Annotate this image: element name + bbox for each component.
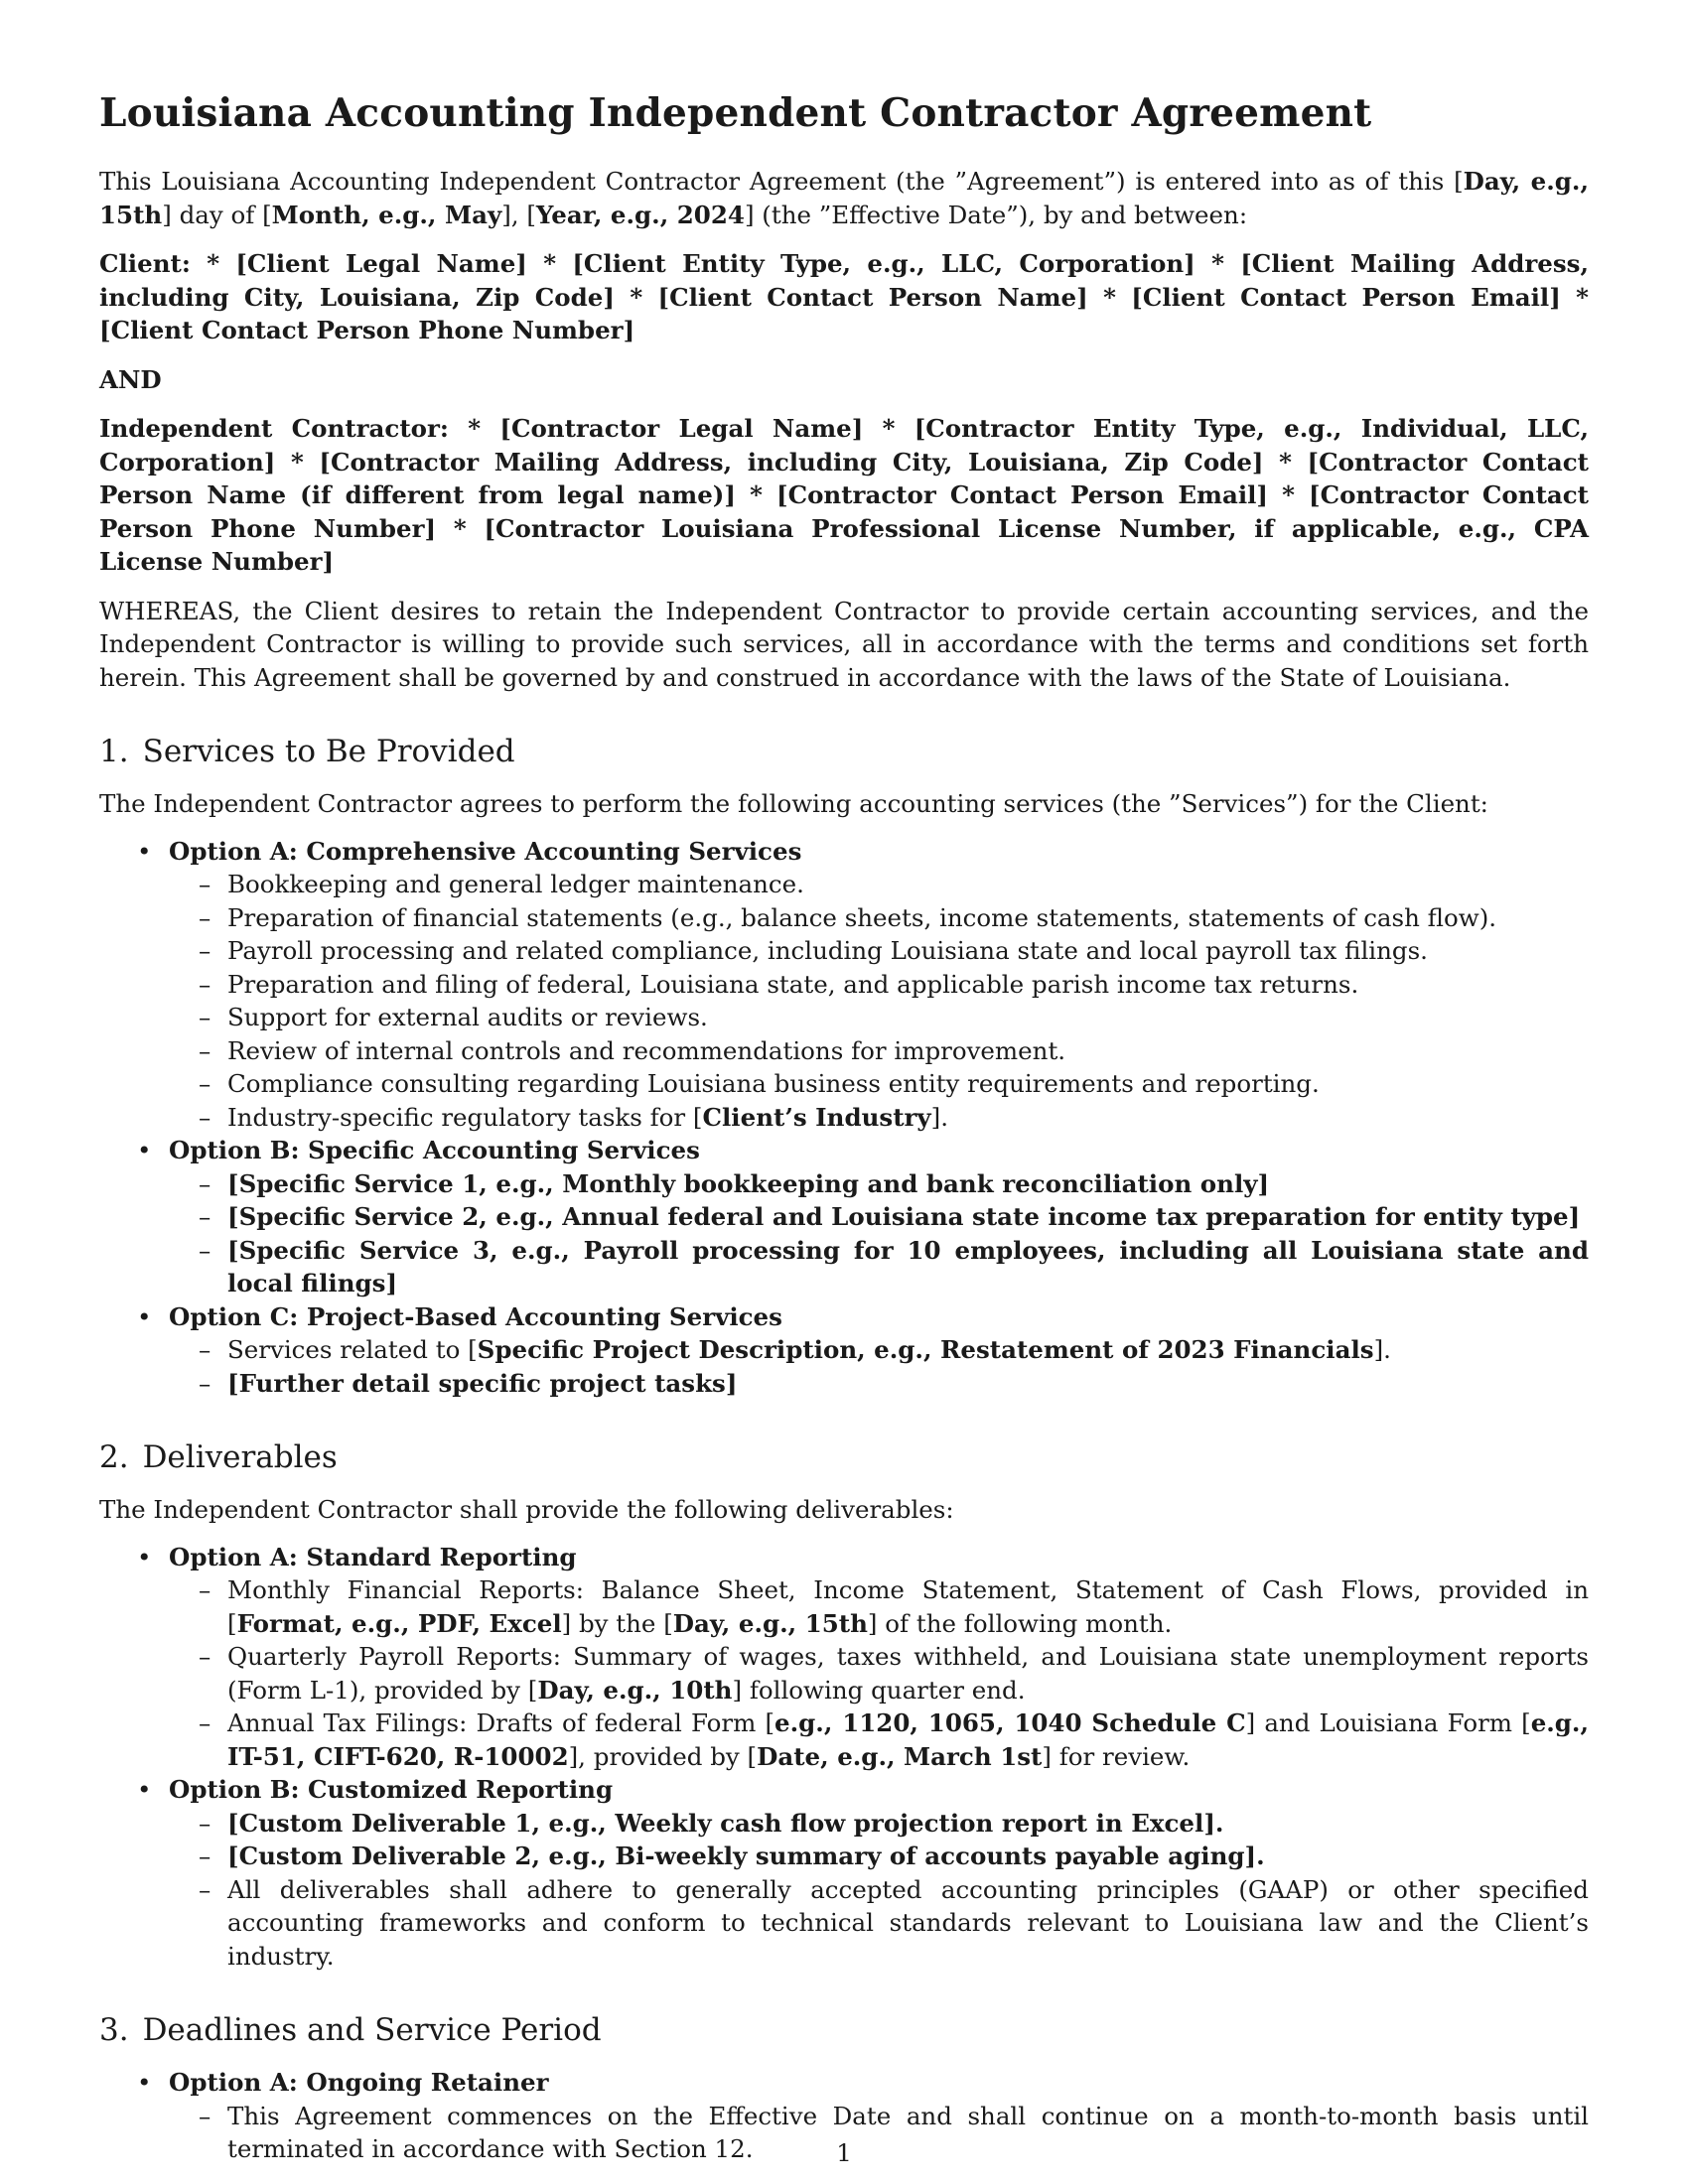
- month-placeholder: Month, e.g., May: [271, 200, 502, 229]
- list-item: – Support for external audits or reviews.: [169, 1001, 1589, 1034]
- section-heading-deliverables: 2. Deliverables: [99, 1439, 338, 1475]
- and-label: AND: [99, 364, 162, 394]
- list-item: – Services related to [Specific Project Description, e.g., Restatement of 2023 Financials].: [169, 1333, 1589, 1367]
- intro-paragraph: This Louisiana Accounting Independent Contractor Agreement (the ”Agreement”) is entered into as of this [Day, e.g., 15th] day of [Month, e.g., May], [Year, e.g., 2024] (the ”Effective Date”), by and between:: [99, 167, 1589, 229]
- list-item: – [Further detail specific project tasks]: [169, 1367, 1589, 1401]
- list-item: – Monthly Financial Reports: Balance Sheet, Income Statement, Statement of Cash Flows, provided in [Format, e.g., PDF, Excel] by the [Day, e.g., 15th] of the following month.: [169, 1573, 1589, 1640]
- list-item: – Review of internal controls and recommendations for improvement.: [169, 1034, 1589, 1068]
- list-item: – Annual Tax Filings: Drafts of federal Form [e.g., 1120, 1065, 1040 Schedule C] and Louisiana Form [e.g., IT-51, CIFT-620, R-10002], provided by [Date, e.g., March 1st] for review.: [169, 1706, 1589, 1773]
- whereas-paragraph: WHEREAS, the Client desires to retain the Independent Contractor to provide certain accounting services, and the Independent Contractor is willing to provide such services, all in accordance with the terms and conditions set forth herein. This Agreement shall be governed by and construed in accordance with the laws of the State of Louisiana.: [99, 596, 1589, 692]
- deliverables-intro: The Independent Contractor shall provide the following deliverables:: [99, 1495, 954, 1524]
- document-body: [99, 87, 1589, 2166]
- contractor-block: Independent Contractor: * [Contractor Legal Name] * [Contractor Entity Type, e.g., Individual, LLC, Corporation] * [Contractor Mailing Address, including City, Louisiana, Zip Code] * [Contractor Contact Person Name (if different from legal name)] * [Contractor Contact Person Email] * [Contractor Contact Person Phone Number] * [Contractor Louisiana Professional License Number, if applicable, e.g., CPA License Number]: [99, 414, 1589, 576]
- list-item: – Compliance consulting regarding Louisiana business entity requirements and reporting.: [169, 1067, 1589, 1101]
- list-item: • Option B: Specific Accounting Services – [Specific Service 1, e.g., Monthly bookkeeping and bank reconciliation only] – [Specific Service 2, e.g., Annual federal and Louisiana state income tax preparation for entity type] – [Specific Service 3, e.g., Payroll processing for 10 employees, including all Louisiana state and local filings]: [99, 1134, 1589, 1300]
- services-options-list: [99, 835, 1589, 1401]
- year-placeholder: Year, e.g., 2024: [535, 200, 745, 229]
- list-item: – Preparation and filing of federal, Louisiana state, and applicable parish income tax returns.: [169, 968, 1589, 1002]
- list-item: – This Agreement commences on the Effective Date and shall continue on a month-to-month basis until terminated in accordance with Section 12.: [169, 2100, 1589, 2166]
- list-item: • Option A: Standard Reporting – Monthly Financial Reports: Balance Sheet, Income Statement, Statement of Cash Flows, provided in [Format, e.g., PDF, Excel] by the [Day, e.g., 15th] of the following month. – Quarterly Payroll Reports: Summary of wages, taxes withheld, and Louisiana state unemployment reports (Form L-1), provided by [Day, e.g., 10th] following quarter end. – Annual Tax Filings: Drafts of federal Form [e.g., 1120, 1065, 1040 Schedule C] and Louisiana Form [e.g., IT-51, CIFT-620, R-10002], provided by [Date, e.g., March 1st] for review.: [99, 1541, 1589, 1774]
- list-item: – Industry-specific regulatory tasks for [Client’s Industry].: [169, 1101, 1589, 1135]
- list-item: • Option B: Customized Reporting – [Custom Deliverable 1, e.g., Weekly cash flow projection report in Excel]. – [Custom Deliverable 2, e.g., Bi-weekly summary of accounts payable aging]. – All deliverables shall adhere to generally accepted accounting principles (GAAP) or other specified accounting frameworks and conform to technical standards relevant to Louisiana law and the Client’s industry.: [99, 1773, 1589, 1973]
- list-item: – Payroll processing and related compliance, including Louisiana state and local payroll tax filings.: [169, 934, 1589, 968]
- list-item: – All deliverables shall adhere to generally accepted accounting principles (GAAP) or other specified accounting frameworks and conform to technical standards relevant to Louisiana law and the Client’s industry.: [169, 1873, 1589, 1974]
- day-placeholder: Day, e.g., 15th: [99, 167, 1589, 229]
- page-number: 1: [836, 2138, 852, 2167]
- list-item: • Option A: Ongoing Retainer – This Agreement commences on the Effective Date and shall continue on a month-to-month basis until terminated in accordance with Section 12.: [99, 2066, 1589, 2166]
- section-heading-services: 1. Services to Be Provided: [99, 734, 515, 769]
- list-item: – [Specific Service 1, e.g., Monthly bookkeeping and bank reconciliation only]: [169, 1167, 1589, 1201]
- list-item: • Option C: Project-Based Accounting Services – Services related to [Specific Project Description, e.g., Restatement of 2023 Financials]. – [Further detail specific project tasks]: [99, 1300, 1589, 1401]
- list-item: • Option A: Comprehensive Accounting Services – Bookkeeping and general ledger maintenance. – Preparation of financial statements (e.g., balance sheets, income statements, statements of cash flow). – Payroll processing and related compliance, including Louisiana state and local payroll tax filings. – Preparation and filing of federal, Louisiana state, and applicable parish income tax returns. – Support for external audits or reviews. – Review of internal controls and recommendations for improvement. – Compliance consulting regarding Louisiana business entity requirements and reporting. – Industry-specific regulatory tasks for [Client’s Industry].: [99, 835, 1589, 1135]
- list-item: – Bookkeeping and general ledger maintenance.: [169, 868, 1589, 901]
- list-item: – Quarterly Payroll Reports: Summary of wages, taxes withheld, and Louisiana state unemployment reports (Form L-1), provided by [Day, e.g., 10th] following quarter end.: [169, 1640, 1589, 1706]
- list-item: – [Custom Deliverable 2, e.g., Bi-weekly summary of accounts payable aging].: [169, 1840, 1589, 1873]
- list-item: – [Specific Service 2, e.g., Annual federal and Louisiana state income tax preparation for entity type]: [169, 1200, 1589, 1234]
- section-heading-deadlines: 3. Deadlines and Service Period: [99, 2012, 602, 2048]
- list-item: – [Custom Deliverable 1, e.g., Weekly cash flow projection report in Excel].: [169, 1807, 1589, 1841]
- services-intro: The Independent Contractor agrees to perform the following accounting services (the ”Services”) for the Client:: [99, 789, 1488, 818]
- list-item: – [Specific Service 3, e.g., Payroll processing for 10 employees, including all Louisiana state and local filings]: [169, 1234, 1589, 1300]
- client-block: Client: * [Client Legal Name] * [Client Entity Type, e.g., LLC, Corporation] * [Client Mailing Address, including City, Louisiana, Zip Code] * [Client Contact Person Name] * [Client Contact Person Email] * [Client Contact Person Phone Number]: [99, 249, 1589, 344]
- list-item: – Preparation of financial statements (e.g., balance sheets, income statements, statements of cash flow).: [169, 901, 1589, 935]
- document-title: Louisiana Accounting Independent Contractor Agreement: [99, 90, 1372, 136]
- deliverables-options-list: [99, 1541, 1589, 1974]
